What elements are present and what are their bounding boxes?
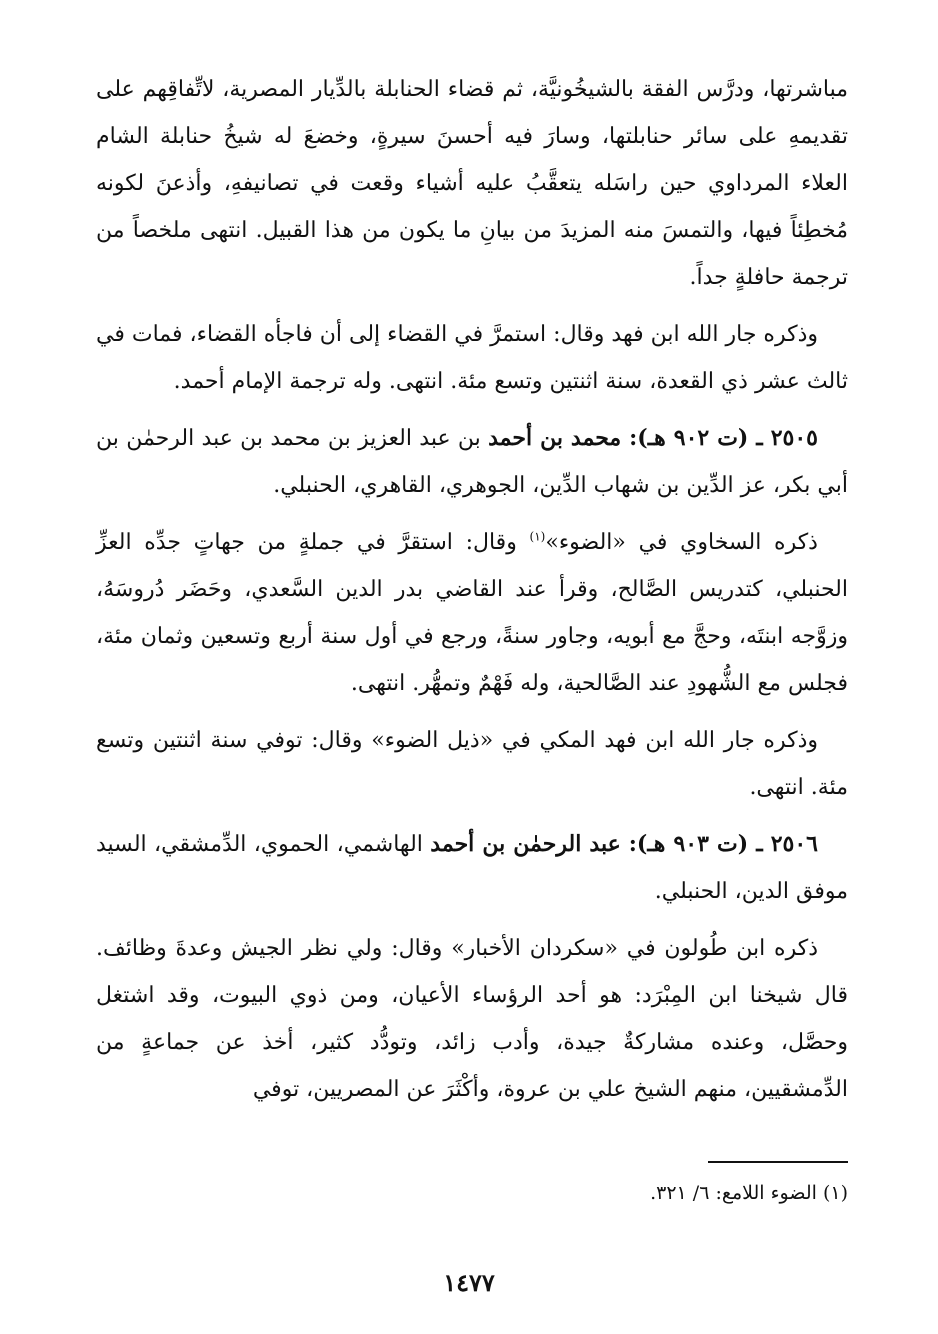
page-number: ١٤٧٧ xyxy=(443,1268,495,1297)
entry-heading: ٢٥٠٦ ـ (ت ٩٠٣ هـ): عبد الرحمٰن بن أحمد xyxy=(430,831,818,857)
entry-2505 xyxy=(96,415,848,509)
main-text xyxy=(96,66,848,1123)
paragraph-text: ذكره السخاوي في «الضوء» xyxy=(545,530,818,555)
paragraph-text: وقال: استقرَّ في جملةٍ من جهاتٍ جدِّه العزِّ الحنبلي، كتدريس الصَّالح، وقرأ عند القاضي بدر الدين السَّعدي، وحَضَر دُروسَهُ، وزوَّجه ابنتَه، وحجَّ مع أبويه، وجاور سنةً، ورجع في أول سنة أربع وتسعين وثمان مئة، فجلس مع الشُّهودِ عند الصَّالحية، وله فَهْمٌ وتمهُّر. انتهى. xyxy=(96,530,848,696)
paragraph-text: الهاشمي، الحموي، الدِّمشقي، السيد موفق الدين، الحنبلي. xyxy=(96,832,848,904)
paragraph xyxy=(96,717,848,811)
entry-heading: ٢٥٠٥ ـ (ت ٩٠٢ هـ): محمد بن أحمد xyxy=(488,425,818,451)
paragraph xyxy=(96,519,848,707)
paragraph-text: مباشرتها، ودرَّس الفقة بالشيخُونيَّة، ثم قضاء الحنابلة بالدِّيار المصرية، لاتِّفاقِهم على تقديمهِ على سائر حنابلتها، وسارَ فيه أحسنَ سيرةٍ، وخضعَ له شيخُ حنابلة الشام العلاء المرداوي حين راسَله يتعقَّبُ عليه أشياء وقعت في تصانيفهِ، وأذعنَ لكونه مُخطِئاً فيها، والتمسَ منه المزيدَ من بيانِ ما يكون من هذا القبيل. انتهى ملخصاً من ترجمة حافلةٍ جداً. xyxy=(96,77,848,290)
paragraph xyxy=(96,66,848,301)
footnote-divider xyxy=(708,1161,848,1163)
paragraph xyxy=(96,925,848,1113)
entry-2506 xyxy=(96,821,848,915)
paragraph xyxy=(96,311,848,405)
paragraph-text: بن عبد العزيز بن محمد بن عبد الرحمٰن بن أبي بكر، عز الدِّين بن شهاب الدِّين، الجوهري، القاهري، الحنبلي. xyxy=(96,426,848,498)
paragraph-text: وذكره جار الله ابن فهد المكي في «ذيل الضوء» وقال: توفي سنة اثنتين وتسع مئة. انتهى. xyxy=(96,728,848,800)
footnote: (١) الضوء اللامع: ٦/ ٣٢١. xyxy=(650,1182,848,1204)
paragraph-text: وذكره جار الله ابن فهد وقال: استمرَّ في القضاء إلى أن فاجأه القضاء، فمات في ثالث عشر ذي القعدة، سنة اثنتين وتسع مئة. انتهى. وله ترجمة الإمام أحمد. xyxy=(96,322,848,394)
footnote-marker[interactable]: (١) xyxy=(529,529,546,544)
paragraph-text: ذكره ابن طُولون في «سكردان الأخبار» وقال: ولي نظر الجيش وعدةَ وظائف. قال شيخنا ابن المِبْرَد: هو أحد الرؤساء الأعيان، ومن ذوي البيوت، وقد اشتغل وحصَّل، وعنده مشاركةٌ جيدة، وأدب زائد، وتودُّد كثير، أخذ عن جماعةٍ من الدِّمشقيين، منهم الشيخ علي بن عروة، وأكْثَرَ عن المصريين، توفي xyxy=(96,936,848,1102)
